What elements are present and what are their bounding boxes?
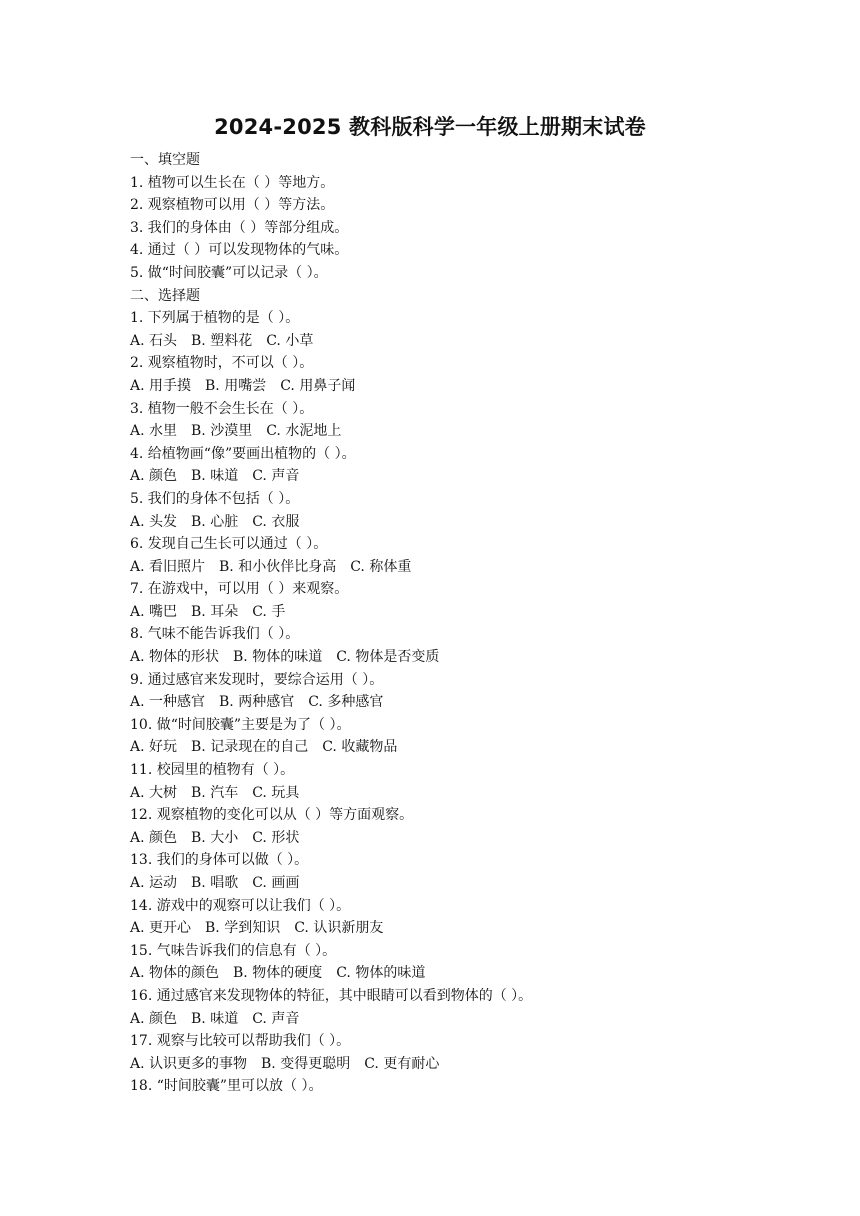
option: C. 玩具 [252,784,300,801]
option: A. 用手摸 [130,377,192,394]
option: A. 颜色 [130,829,178,846]
question-text: 9. 通过感官来发现时，要综合运用（ ）。 [130,671,384,688]
answer-options [130,511,770,534]
option: B. 耳朵 [191,603,239,620]
answer-options [130,782,770,805]
option: B. 学到知识 [205,920,281,937]
option: C. 水泥地上 [266,423,342,440]
answer-options [130,1053,770,1076]
option: B. 记录现在的自己 [191,739,309,756]
option: B. 和小伙伴比身高 [219,558,337,575]
option: C. 形状 [252,829,300,846]
option: C. 称体重 [350,558,412,575]
question-text: 16. 通过感官来发现物体的特征，其中眼睛可以看到物体的（ ）。 [130,987,533,1004]
option: C. 收藏物品 [322,739,398,756]
document-content [130,149,770,1098]
option: B. 用嘴尝 [205,377,267,394]
answer-options [130,962,770,985]
fill-in-item: 3. 我们的身体由（ ）等部分组成。 [130,219,349,236]
question-text: 18. “时间胶囊”里可以放（ ）。 [130,1078,323,1095]
option: C. 小草 [266,332,314,349]
option: B. 味道 [191,468,239,485]
option: C. 更有耐心 [364,1055,440,1072]
option: A. 看旧照片 [130,558,206,575]
option: A. 一种感官 [130,694,206,711]
option: A. 颜色 [130,1010,178,1027]
question-text: 15. 气味告诉我们的信息有（ ）。 [130,942,337,959]
question-text: 10. 做“时间胶囊”主要是为了（ ）。 [130,716,351,733]
option: C. 用鼻子闻 [280,377,356,394]
answer-options [130,917,770,940]
option: B. 心脏 [191,513,239,530]
option: B. 沙漠里 [191,423,253,440]
option: A. 石头 [130,332,178,349]
question-text: 13. 我们的身体可以做（ ）。 [130,852,309,869]
option: A. 物体的颜色 [130,965,220,982]
answer-options [130,827,770,850]
option: B. 物体的硬度 [233,965,323,982]
option: B. 物体的味道 [233,649,323,666]
option: A. 好玩 [130,739,178,756]
answer-options [130,1008,770,1031]
answer-options [130,872,770,895]
option: B. 两种感官 [219,694,295,711]
fill-in-item: 2. 观察植物可以用（ ）等方法。 [130,197,335,214]
question-text: 3. 植物一般不会生长在（ ）。 [130,400,314,417]
option: C. 物体是否变质 [336,649,440,666]
question-text: 5. 我们的身体不包括（ ）。 [130,490,300,507]
option: B. 味道 [191,1010,239,1027]
option: C. 多种感官 [308,694,384,711]
answer-options [130,375,770,398]
option: C. 声音 [252,1010,300,1027]
fill-in-item: 1. 植物可以生长在（ ）等地方。 [130,174,335,191]
option: C. 物体的味道 [336,965,426,982]
answer-options [130,556,770,579]
option: A. 更开心 [130,920,192,937]
option: B. 唱歌 [191,875,239,891]
answer-options [130,330,770,353]
option: B. 大小 [191,829,239,846]
fill-in-item: 4. 通过（ ）可以发现物体的气味。 [130,242,349,259]
option: C. 衣服 [252,513,300,530]
page-title: 2024-2025 教科版科学一年级上册期末试卷 [214,115,646,139]
option: A. 大树 [130,784,178,801]
question-text: 12. 观察植物的变化可以从（ ）等方面观察。 [130,807,414,824]
option: A. 物体的形状 [130,649,220,666]
question-text: 14. 游戏中的观察可以让我们（ ）。 [130,897,351,914]
option: A. 认识更多的事物 [130,1055,248,1072]
fill-in-item: 5. 做“时间胶囊”可以记录（ ）。 [130,264,328,281]
option: C. 手 [252,603,286,620]
question-text: 17. 观察与比较可以帮助我们（ ）。 [130,1033,351,1050]
question-text: 1. 下列属于植物的是（ ）。 [130,310,300,327]
option: A. 颜色 [130,468,178,485]
answer-options [130,465,770,488]
question-text: 7. 在游戏中，可以用（ ）来观察。 [130,581,349,598]
question-text: 8. 气味不能告诉我们（ ）。 [130,626,300,643]
option: C. 声音 [252,468,300,485]
option: A. 嘴巴 [130,603,178,620]
answer-options [130,691,770,714]
answer-options [130,601,770,624]
option: A. 头发 [130,513,178,530]
option: C. 认识新朋友 [294,920,384,937]
option: B. 塑料花 [191,332,253,349]
option: B. 变得更聪明 [261,1055,351,1072]
option: C. 画画 [252,875,300,891]
section-heading-fill-in: 一、填空题 [130,152,200,168]
option: A. 水里 [130,423,178,440]
option: B. 汽车 [191,784,239,801]
section-heading-multiple-choice: 二、选择题 [130,287,200,304]
question-text: 6. 发现自己生长可以通过（ ）。 [130,536,328,553]
question-text: 4. 给植物画“像”要画出植物的（ ）。 [130,445,356,462]
question-text: 2. 观察植物时，不可以（ ）。 [130,355,314,372]
answer-options [130,420,770,443]
option: A. 运动 [130,875,178,891]
question-text: 11. 校园里的植物有（ ）。 [130,762,295,779]
answer-options [130,646,770,669]
answer-options [130,736,770,759]
